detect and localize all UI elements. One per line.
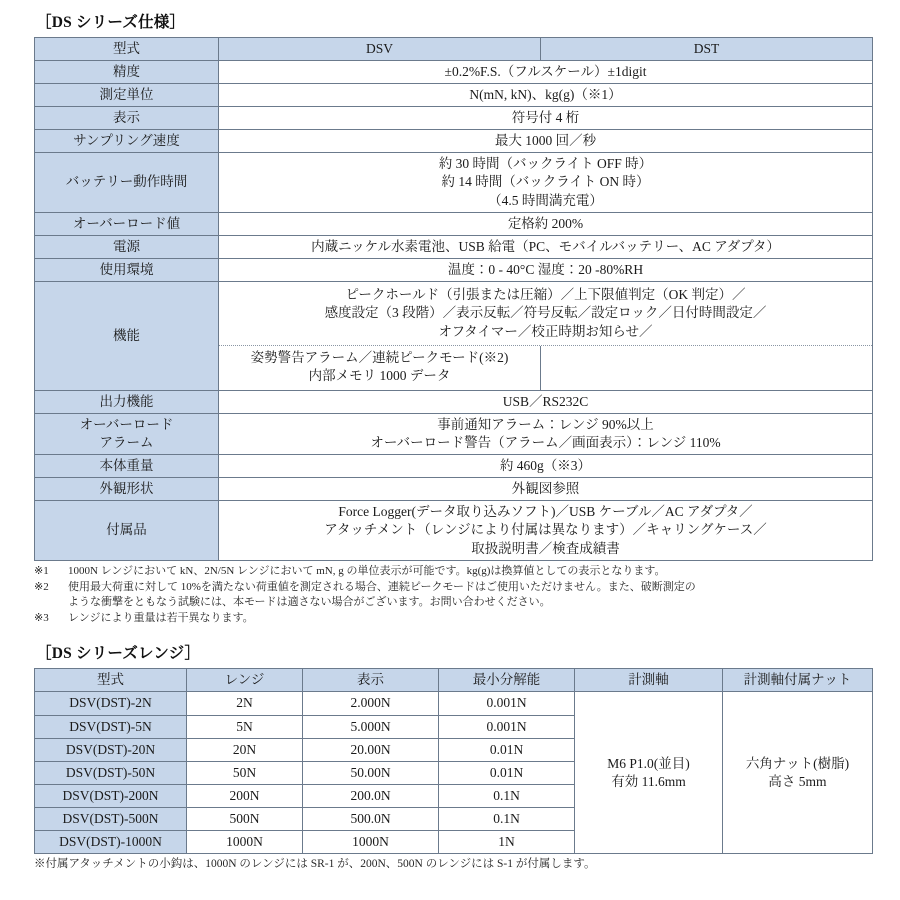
- spec-label: 使用環境: [35, 258, 219, 281]
- table-row-header: [35, 669, 873, 692]
- range-header-range: レンジ: [187, 669, 303, 692]
- functions-line: 内部メモリ 1000 データ: [308, 368, 451, 384]
- table-row: [35, 130, 873, 153]
- range-footnote: ※付属アタッチメントの小鈎は、1000N のレンジには SR-1 が、200N、500N のレンジには S-1 が付属します。: [34, 857, 596, 870]
- spec-value: [219, 414, 873, 455]
- functions-line: ピークホールド（引張または圧縮）／上下限値判定（OK 判定）／: [345, 286, 746, 302]
- table-row: [35, 692, 873, 715]
- functions-dst-empty: [541, 346, 872, 390]
- footnote-mark: ※1: [34, 564, 49, 577]
- footnote-text: レンジにより重量は若干異なります。: [68, 612, 254, 625]
- functions-bottom-block: [219, 346, 872, 390]
- spec-label-overload-alarm: [35, 414, 219, 455]
- table-row: [35, 84, 873, 107]
- spec-label-line: オーバーロード: [79, 417, 174, 433]
- range-header-nut: 計測軸付属ナット: [723, 669, 873, 692]
- spec-value: 定格約 200%: [219, 212, 873, 235]
- range-model: DSV(DST)-500N: [35, 807, 187, 830]
- range-resolution: 0.001N: [439, 692, 575, 715]
- range-header-shaft: 計測軸: [575, 669, 723, 692]
- range-resolution: 0.1N: [439, 784, 575, 807]
- functions-line: 感度設定（3 段階）／表示反転／符号反転／設定ロック／日付時間設定／: [324, 305, 767, 321]
- spec-value: [219, 153, 873, 212]
- footnote-mark: ※2: [34, 580, 49, 593]
- footnote: [34, 564, 872, 580]
- spec-label: 本体重量: [35, 455, 219, 478]
- table-row: [35, 153, 873, 212]
- spec-value: N(mN, kN)、kg(g)（※1）: [219, 84, 873, 107]
- table-row-header: [35, 38, 873, 61]
- spec-value: 温度：0 - 40°C 湿度：20 -80%RH: [219, 258, 873, 281]
- functions-line: オフタイマー／校正時期お知らせ／: [438, 324, 653, 340]
- table-row-functions: [35, 281, 873, 390]
- spec-section-title: ［DS シリーズ仕様］: [36, 14, 186, 31]
- table-row: [35, 455, 873, 478]
- spec-table: [34, 37, 873, 561]
- spec-label-line: アラーム: [99, 435, 154, 451]
- range-value: 5N: [187, 715, 303, 738]
- range-header-model: 型式: [35, 669, 187, 692]
- table-row: [35, 258, 873, 281]
- spec-label: 測定単位: [35, 84, 219, 107]
- table-row: [35, 107, 873, 130]
- spec-value: [219, 501, 873, 560]
- spec-value-line: Force Logger(データ取り込みソフト)／USB ケーブル／AC アダプタ／: [338, 504, 753, 520]
- spec-value: 内蔵ニッケル水素電池、USB 給電（PC、モバイルバッテリー、AC アダプタ）: [219, 235, 873, 258]
- range-model: DSV(DST)-5N: [35, 715, 187, 738]
- range-value: 500N: [187, 807, 303, 830]
- range-model: DSV(DST)-1000N: [35, 830, 187, 853]
- range-model: DSV(DST)-50N: [35, 761, 187, 784]
- range-shaft-line: M6 P1.0(並目): [607, 755, 690, 771]
- range-nut-merged: [723, 692, 873, 854]
- spec-value: USB／RS232C: [219, 390, 873, 413]
- spec-value: ±0.2%F.S.（フルスケール）±1digit: [219, 61, 873, 84]
- spec-label: 精度: [35, 61, 219, 84]
- range-value: 50N: [187, 761, 303, 784]
- range-display: 1000N: [303, 830, 439, 853]
- footnote: [34, 611, 872, 627]
- spec-header-label: 型式: [35, 38, 219, 61]
- spec-footnotes: [34, 564, 872, 628]
- spec-value: 符号付 4 桁: [219, 107, 873, 130]
- spec-label: サンプリング速度: [35, 130, 219, 153]
- range-header-display: 表示: [303, 669, 439, 692]
- range-shaft-line: 有効 11.6mm: [611, 773, 686, 789]
- spec-value-line: アタッチメント（レンジにより付属は異なります）／キャリングケース／: [324, 522, 767, 538]
- spec-value-line: （4.5 時間満充電）: [488, 192, 603, 208]
- range-nut-line: 六角ナット(樹脂): [745, 755, 850, 771]
- spec-value-line: 約 30 時間（バックライト OFF 時）: [438, 156, 653, 172]
- footnote-mark: ※3: [34, 612, 49, 625]
- spec-value-line: 事前通知アラーム：レンジ 90%以上: [437, 417, 654, 433]
- range-section-title: ［DS シリーズレンジ］: [36, 645, 201, 663]
- range-resolution: 1N: [439, 830, 575, 853]
- spec-header-dsv: DSV: [219, 38, 541, 61]
- table-row: [35, 414, 873, 455]
- spec-value-functions: [219, 281, 873, 390]
- range-display: 20.00N: [303, 738, 439, 761]
- spec-value-line: 約 14 時間（バックライト ON 時）: [441, 174, 650, 190]
- footnote-text: 1000N レンジにおいて kN、2N/5N レンジにおいて mN, g の単位表示が可能です。kg(g)は換算値としての表示となります。: [68, 564, 666, 577]
- range-nut-line: 高さ 5mm: [768, 773, 827, 789]
- range-model: DSV(DST)-2N: [35, 692, 187, 715]
- table-row: [35, 61, 873, 84]
- footnote-text: 使用最大荷重に対して 10%を満たない荷重値を測定される場合、連続ピークモードはご使用いただけません。また、破断測定の: [68, 580, 696, 593]
- spec-label-functions: 機能: [35, 281, 219, 390]
- spec-label: 表示: [35, 107, 219, 130]
- spec-value: 約 460g（※3）: [219, 455, 873, 478]
- range-shaft-merged: [575, 692, 723, 854]
- spec-label: バッテリー動作時間: [35, 153, 219, 212]
- range-value: 2N: [187, 692, 303, 715]
- spec-label: 外観形状: [35, 478, 219, 501]
- spec-value: 外観図参照: [219, 478, 873, 501]
- range-model: DSV(DST)-20N: [35, 738, 187, 761]
- range-display: 200.0N: [303, 784, 439, 807]
- range-display: 2.000N: [303, 692, 439, 715]
- spec-value-line: 取扱説明書／検査成績書: [471, 540, 620, 556]
- range-display: 500.0N: [303, 807, 439, 830]
- spec-value: 最大 1000 回／秒: [219, 130, 873, 153]
- functions-top-block: [219, 282, 872, 346]
- range-header-resolution: 最小分解能: [439, 669, 575, 692]
- spec-header-dst: DST: [541, 38, 873, 61]
- spec-label: 電源: [35, 235, 219, 258]
- functions-dsv-only: [219, 346, 541, 390]
- range-resolution: 0.001N: [439, 715, 575, 738]
- range-resolution: 0.1N: [439, 807, 575, 830]
- range-model: DSV(DST)-200N: [35, 784, 187, 807]
- range-display: 50.00N: [303, 761, 439, 784]
- table-row: [35, 478, 873, 501]
- footnote-continuation: ような衝撃をともなう試験には、本モードは適さない場合がございます。お問い合わせください。: [68, 596, 551, 609]
- range-resolution: 0.01N: [439, 761, 575, 784]
- table-row: [35, 390, 873, 413]
- spec-label: 付属品: [35, 501, 219, 560]
- table-row: [35, 501, 873, 560]
- spec-label: オーバーロード値: [35, 212, 219, 235]
- range-table: [34, 668, 873, 854]
- range-display: 5.000N: [303, 715, 439, 738]
- table-row: [35, 212, 873, 235]
- spec-value-line: オーバーロード警告（アラーム／画面表示）：レンジ 110%: [370, 435, 721, 451]
- range-value: 200N: [187, 784, 303, 807]
- functions-line: 姿勢警告アラーム／連続ピークモード(※2): [250, 349, 509, 365]
- footnote: [34, 580, 872, 596]
- range-resolution: 0.01N: [439, 738, 575, 761]
- range-value: 1000N: [187, 830, 303, 853]
- table-row: [35, 235, 873, 258]
- range-value: 20N: [187, 738, 303, 761]
- spec-label: 出力機能: [35, 390, 219, 413]
